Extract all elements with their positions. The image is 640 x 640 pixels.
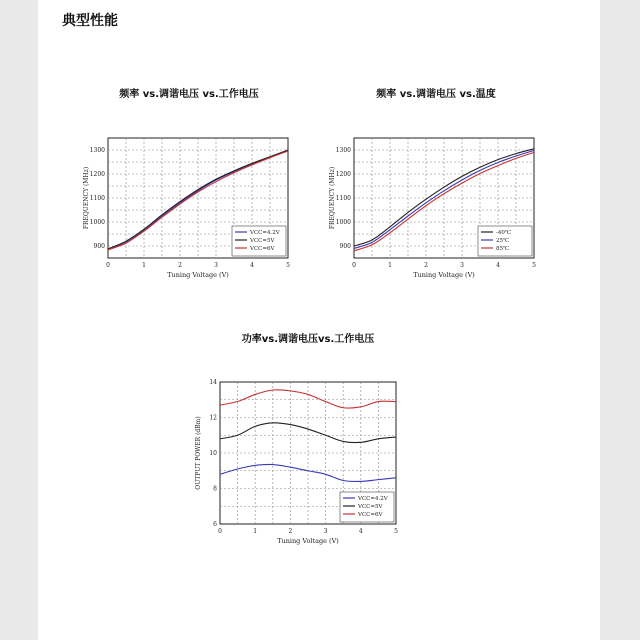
x-tick-label: 5 [394,528,398,535]
legend-entry: VCC=4.2V [250,230,280,236]
legend-entry: VCC=6V [250,246,275,252]
y-tick-label: 1200 [335,171,351,178]
x-tick-label: 1 [253,528,258,535]
x-tick-label: 2 [288,528,293,535]
legend [340,492,394,522]
y-tick-label: 1300 [89,147,105,154]
x-tick-label: 1 [388,262,392,269]
x-tick-label: 5 [286,262,290,269]
x-tick-label: 2 [178,262,182,269]
x-axis-label: Tuning Voltage (V) [277,537,339,545]
x-tick-label: 5 [532,262,536,269]
legend-entry: VCC=5V [250,238,275,244]
x-tick-label: 3 [323,528,328,535]
legend-entry: VCC=5V [358,504,383,510]
y-axis-label: FREQUENCY (MHz) [329,166,336,230]
y-tick-label: 14 [209,379,217,386]
y-tick-label: 1200 [89,171,105,178]
y-tick-label: 900 [93,243,105,250]
legend [478,226,532,256]
chart-2-title: 频率 vs.调谐电压 vs.温度 [376,89,496,100]
y-tick-label: 1000 [89,219,105,226]
y-tick-label: 10 [209,450,217,457]
x-tick-label: 1 [142,262,146,269]
document-page [38,0,600,640]
legend [232,226,286,256]
legend-entry: VCC=6V [358,512,383,518]
x-tick-label: 0 [352,262,356,269]
x-tick-label: 3 [214,262,218,269]
y-tick-label: 1100 [89,195,105,202]
power-vs-voltage-chart [195,379,398,545]
legend-entry: 25℃ [496,238,510,244]
y-tick-label: 1100 [335,195,351,202]
legend-entry: -40℃ [496,230,512,236]
chart-3-title: 功率vs.调谐电压vs.工作电压 [241,334,375,345]
y-tick-label: 900 [339,243,351,250]
y-tick-label: 8 [213,485,217,493]
section-heading: 典型性能 [62,13,118,29]
x-tick-label: 4 [496,262,500,269]
x-tick-label: 3 [460,262,464,269]
y-tick-label: 12 [209,414,217,422]
x-tick-label: 0 [106,262,110,269]
x-axis-label: Tuning Voltage (V) [167,271,229,279]
y-tick-label: 6 [213,521,217,528]
x-axis-label: Tuning Voltage (V) [413,271,475,279]
x-tick-label: 0 [218,528,222,535]
x-tick-label: 2 [424,262,428,269]
legend-entry: 85℃ [496,246,510,252]
y-tick-label: 1300 [335,147,351,154]
chart-1-title: 频率 vs.调谐电压 vs.工作电压 [119,89,259,100]
y-axis-label: OUTPUT POWER (dBm) [195,416,202,490]
legend-entry: VCC=4.2V [358,496,388,502]
y-tick-label: 1000 [335,219,351,226]
x-tick-label: 4 [358,528,363,535]
x-tick-label: 4 [250,262,254,269]
frequency-vs-voltage-chart [83,138,290,279]
frequency-vs-temperature-chart [329,138,536,279]
y-axis-label: FREQUENCY (MHz) [83,166,90,230]
